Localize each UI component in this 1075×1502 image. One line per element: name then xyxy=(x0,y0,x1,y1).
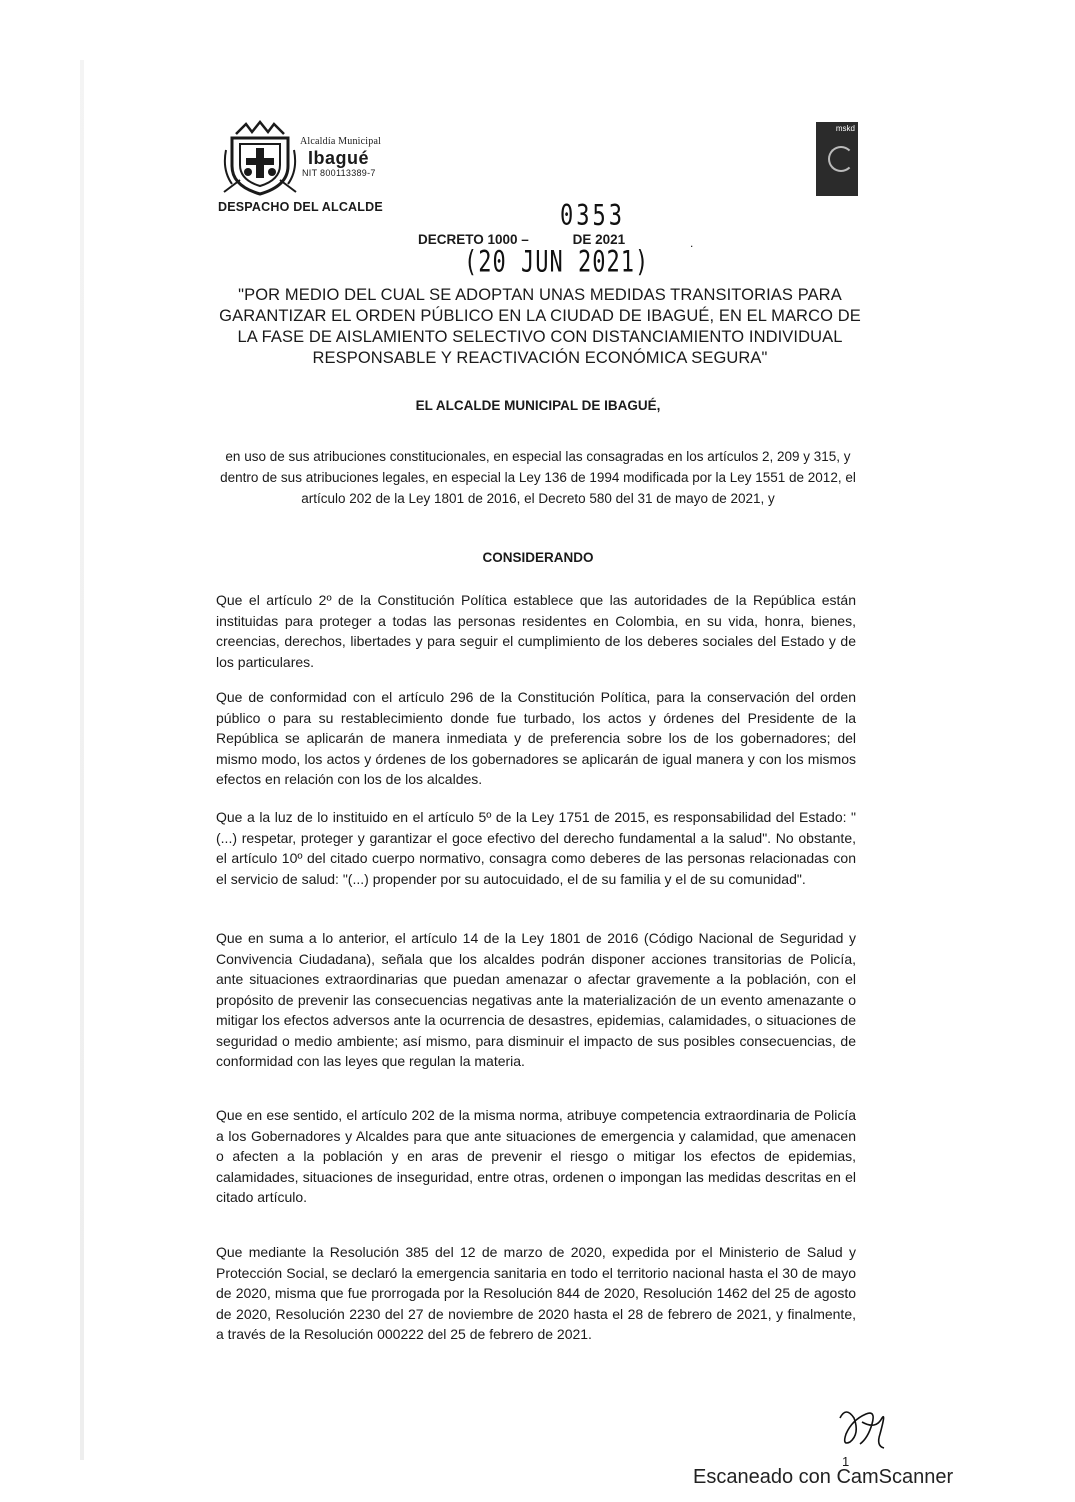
decree-prefix: DECRETO 1000 – xyxy=(418,232,529,247)
letterhead xyxy=(218,118,858,218)
office-name: DESPACHO DEL ALCALDE xyxy=(218,200,383,214)
decree-number-handwritten: 0353 xyxy=(560,200,625,233)
preamble: en uso de sus atribuciones constitucionales, en especial las consagradas en los artículos 2, 209 y 315, y dentro de sus atribuciones legales, en especial la Ley 136 de 1994 modificada por la Ley 1551 de 2012, el artículo 202 de la Ley 1801 de 2016, el Decreto 580 del 31 de mayo de 2021, y xyxy=(220,449,856,506)
dot-mark: . xyxy=(690,236,694,250)
scanner-watermark: Escaneado con CamScanner xyxy=(693,1466,954,1488)
paragraph: Que en suma a lo anterior, el artículo 14 de la Ley 1801 de 2016 (Código Nacional de Seguridad y Convivencia Ciudadana), señala que los alcaldes podrán disponer acciones transitorias de Policía, ante situaciones extraordinarias que puedan amenazar o afectar gravemente a la población, con el propósito de prevenir las consecuencias negativas ante la materialización de un evento amenazante o mitigar los efectos adversos ante la ocurrencia de desastres, epidemias, calamidades, o situaciones de seguridad o medio ambiente; así mismo, para disminuir el impacto de sus posibles consecuencias, de conformidad con las leyes que regulan la materia. xyxy=(216,930,856,1069)
authority-heading: EL ALCALDE MUNICIPAL DE IBAGUÉ, xyxy=(415,398,661,413)
paragraph: Que mediante la Resolución 385 del 12 de marzo de 2020, expedida por el Ministerio de Salud y Protección Social, se declaró la emergencia sanitaria en todo el territorio nacional hasta el 30 de mayo de 2020, misma que fue prorrogada por la Resolución 844 de 2020, Resolución 1462 del 25 de agosto de 2020, Resolución 2230 del 27 de noviembre de 2020 hasta el 28 de febrero de 2021, y finalmente, a través de la Resolución 000222 del 25 de febrero de 2021. xyxy=(216,1244,856,1342)
stamp-swirl-icon xyxy=(828,146,854,172)
decree-year: DE 2021 xyxy=(572,232,626,247)
considerando-heading: CONSIDERANDO xyxy=(482,550,594,565)
alcaldia-label: Alcaldía Municipal xyxy=(300,136,382,147)
paragraph: Que en ese sentido, el artículo 202 de la misma norma, atribuye competencia extraordinaria de Policía a los Gobernadores y Alcaldes para que ante situaciones de emergencia y calamidad, que amenacen o afecten a la población y en aras de prevenir el riesgo o mitigar los efectos de epidemias, calamidades, situaciones de inseguridad, entre otras, ordenen o impongan las medidas descritas en el citado artículo. xyxy=(216,1107,856,1205)
nit-number: NIT 800113389-7 xyxy=(302,168,376,179)
stamp-text: mskd xyxy=(835,124,855,133)
paragraph: Que el artículo 2º de la Constitución Política establece que las autoridades de la República están instituidas para proteger a todas las personas residentes en Colombia, en su vida, honra, bienes, creencias, derechos, libertades y para seguir el cumplimiento de los deberes sociales del Estado y de los particulares. xyxy=(216,592,856,670)
decree-title: "POR MEDIO DEL CUAL SE ADOPTAN UNAS MEDIDAS TRANSITORIAS PARA GARANTIZAR EL ORDEN PÚBLICO EN LA CIUDAD DE IBAGUÉ, EN EL MARCO DE LA FASE DE AISLAMIENTO SELECTIVO CON DISTANCIAMIENTO INDIVIDUAL RESPONSABLE Y REACTIVACIÓN ECONÓMICA SEGURA" xyxy=(219,286,861,367)
paragraph: Que a la luz de lo instituido en el artículo 5º de la Ley 1751 de 2015, es responsabilidad del Estado: "(...) respetar, proteger y garantizar el goce efectivo del derecho fundamental a la salud". No obstante, el artículo 10º del citado cuerpo normativo, consagra como deberes de las personas relacionadas con el servicio de salud: "(...) propender por su autocuidado, el de su familia y el de su comunidad". xyxy=(216,809,856,887)
signature-icon xyxy=(832,1404,892,1456)
city-name: Ibagué xyxy=(308,147,370,168)
paragraph: Que de conformidad con el artículo 296 de la Constitución Política, para la conservación del orden público o para su restablecimiento donde fue turbado, los actos y órdenes del Presidente de la República se aplicarán de manera inmediata y de preferencia sobre los de los gobernadores; del mismo modo, los actos y órdenes de los gobernadores se aplicarán de igual manera y con los mismos efectos en relación con los de los alcaldes. xyxy=(216,689,856,787)
municipality-block xyxy=(300,136,381,179)
quality-certification-stamp xyxy=(816,122,858,196)
coat-of-arms-logo xyxy=(222,120,298,198)
page-number: 1 xyxy=(842,1454,850,1469)
decree-date-handwritten: (20 JUN 2021) xyxy=(464,245,650,280)
